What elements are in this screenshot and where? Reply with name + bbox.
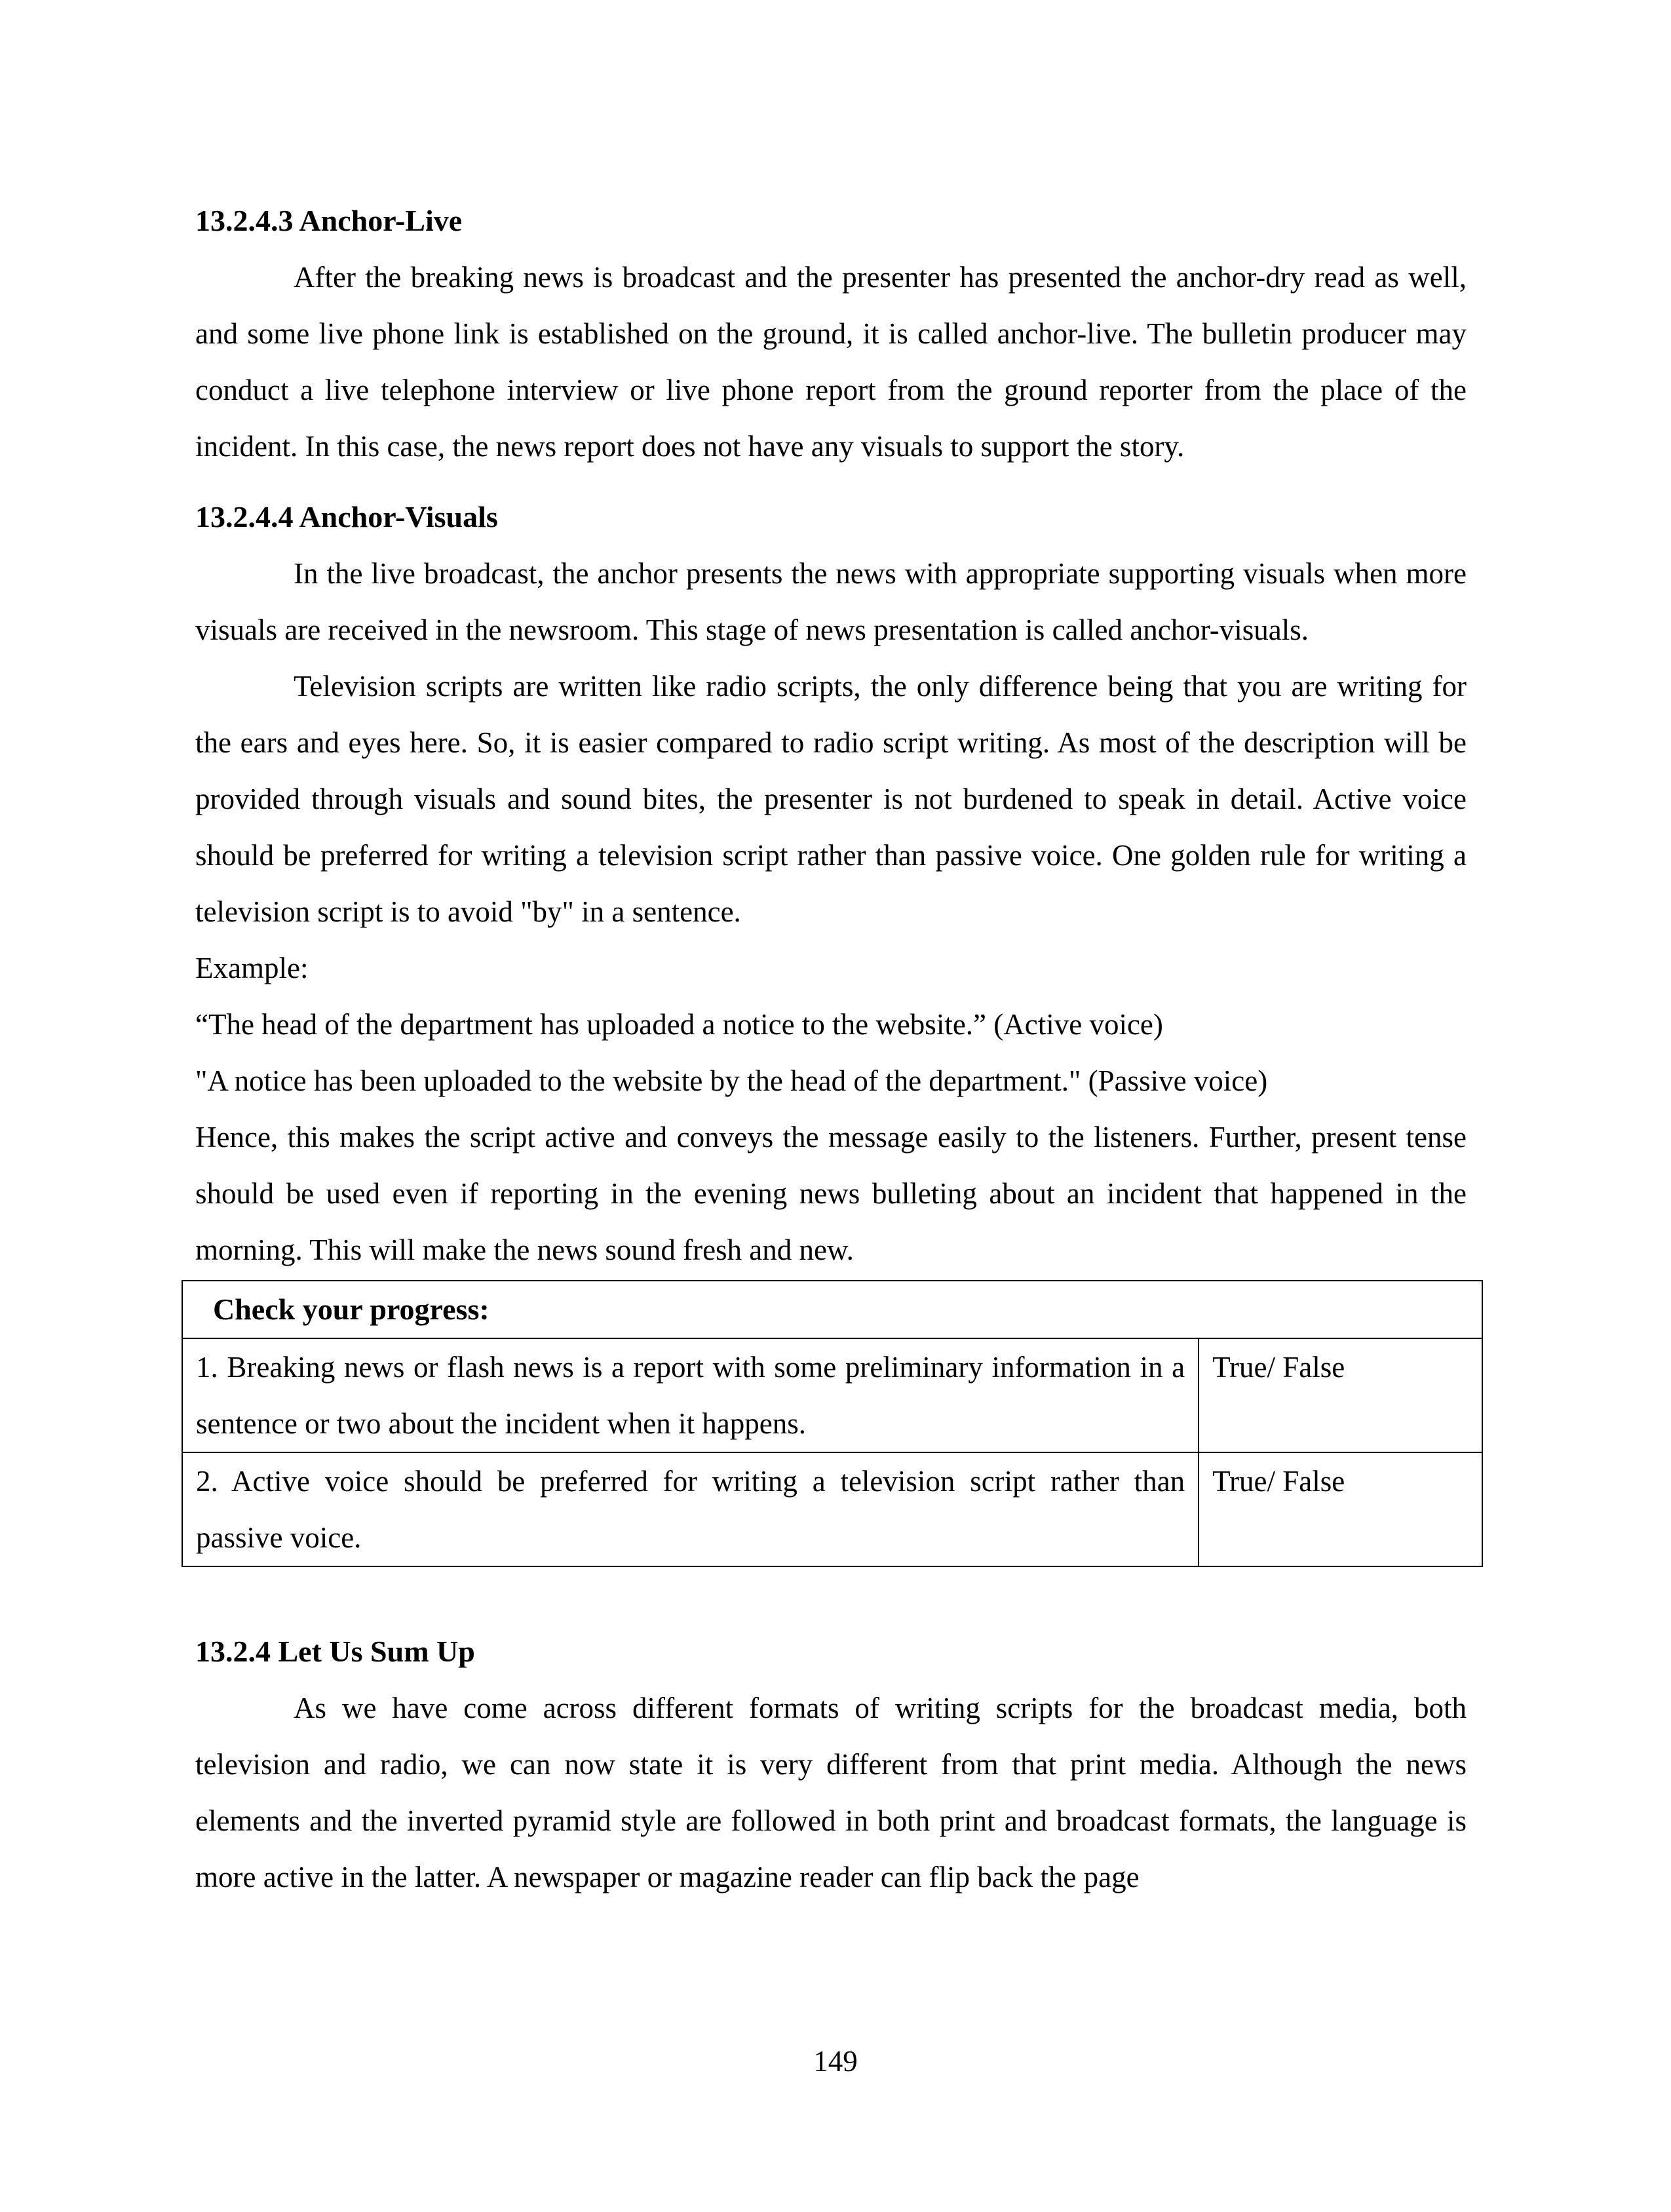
anchor-visuals-paragraph-3: Hence, this makes the script active and conveys the message easily to the listeners. Further, present tense should be used even if reporting in the evening news bulleting about an incident that happened in the morning. This will make the news sound fresh and new. [195, 1121, 1467, 1266]
answer-cell: True/ False [1199, 1338, 1482, 1452]
example-active-voice: “The head of the department has uploaded a notice to the website.” (Active voice) [195, 1008, 1163, 1041]
page-number: 149 [813, 2045, 858, 2078]
check-progress-title: Check your progress: [182, 1281, 1482, 1338]
sum-up-paragraph: As we have come across different formats of writing scripts for the broadcast media, both television and radio, we can now state it is very different from that print media. Although the news elements and the inverted pyramid style are followed in both print and broadcast formats, the language is more active in the latter. A newspaper or magazine reader can flip back the page [195, 1692, 1467, 1893]
anchor-visuals-heading: 13.2.4.4 Anchor-Visuals [195, 500, 498, 534]
anchor-live-paragraph: After the breaking news is broadcast and the presenter has presented the anchor-dry read as well, and some live phone link is established on the ground, it is called anchor-live. The bulletin producer may conduct a live telephone interview or live phone report from the ground reporter from the place of the incident. In this case, the news report does not have any visuals to support the story. [195, 261, 1467, 463]
page-content [195, 193, 1467, 1905]
check-progress-table [182, 1280, 1483, 1567]
example-passive-voice: "A notice has been uploaded to the website by the head of the department." (Passive voice) [195, 1064, 1268, 1097]
sum-up-heading: 13.2.4 Let Us Sum Up [195, 1635, 475, 1668]
example-label: Example: [195, 952, 309, 984]
answer-cell: True/ False [1199, 1452, 1482, 1566]
table-row [182, 1452, 1482, 1566]
question-cell: 2. Active voice should be preferred for writing a television script rather than passive voice. [182, 1452, 1199, 1566]
table-row [182, 1338, 1482, 1452]
spacer [195, 475, 1467, 489]
anchor-live-heading: 13.2.4.3 Anchor-Live [195, 204, 463, 237]
check-progress-header-row [182, 1281, 1482, 1338]
question-cell: 1. Breaking news or flash news is a report with some preliminary information in a sentence or two about the incident when it happens. [182, 1338, 1199, 1452]
anchor-visuals-paragraph-1: In the live broadcast, the anchor presents the news with appropriate supporting visuals when more visuals are received in the newsroom. This stage of news presentation is called anchor-visuals. [195, 557, 1467, 646]
anchor-visuals-paragraph-2: Television scripts are written like radio scripts, the only difference being that you are writing for the ears and eyes here. So, it is easier compared to radio script writing. As most of the description will be provided through visuals and sound bites, the presenter is not burdened to speak in detail. Active voice should be preferred for writing a television script rather than passive voice. One golden rule for writing a television script is to avoid "by" in a sentence. [195, 670, 1467, 928]
